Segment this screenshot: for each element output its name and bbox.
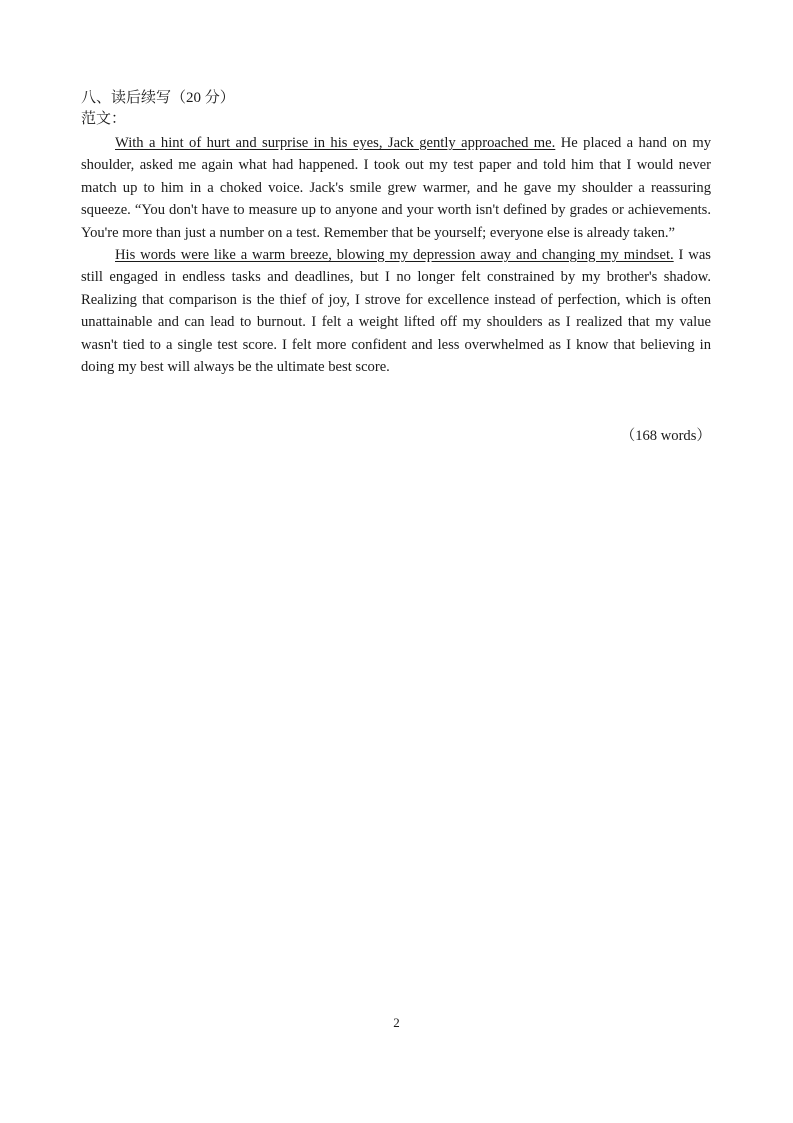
paragraph-1-opening-sentence: With a hint of hurt and surprise in his eyes, Jack gently approached me. bbox=[115, 135, 556, 151]
model-essay-label: 范文： bbox=[81, 111, 127, 127]
word-count: （168 words） bbox=[620, 428, 711, 444]
essay-paragraph-2 bbox=[81, 244, 711, 378]
page-number: 2 bbox=[393, 1015, 400, 1030]
paragraph-2-body: I was still engaged in endless tasks and deadlines, but I no longer felt constrained by my brother's shadow. Realizing that comparison is the thief of joy, I strove for excellence instead of perfection, which is often unattainable and can lead to burnout. I felt a weight lifted off my shoulders as I realized that my value wasn't tied to a single test score. I felt more confident and less overwhelmed as I know that believing in doing my best will always be the ultimate best score. bbox=[81, 247, 711, 376]
paragraph-1-body: He placed a hand on my shoulder, asked me again what had happened. I took out my test paper and told him that I would never match up to him in a choked voice. Jack's smile grew warmer, and he gave my shoulder a reassuring squeeze. “You don't have to measure up to anyone and your worth isn't defined by grades or achievements. You're more than just a number on a test. Remember that be yourself; everyone else is already taken.” bbox=[81, 135, 712, 241]
model-essay bbox=[81, 132, 711, 378]
section-title: 八、读后续写（20 分） bbox=[81, 90, 235, 106]
essay-paragraph-1 bbox=[81, 132, 711, 244]
paragraph-2-opening-sentence: His words were like a warm breeze, blowing my depression away and changing my mindset. bbox=[115, 247, 674, 264]
